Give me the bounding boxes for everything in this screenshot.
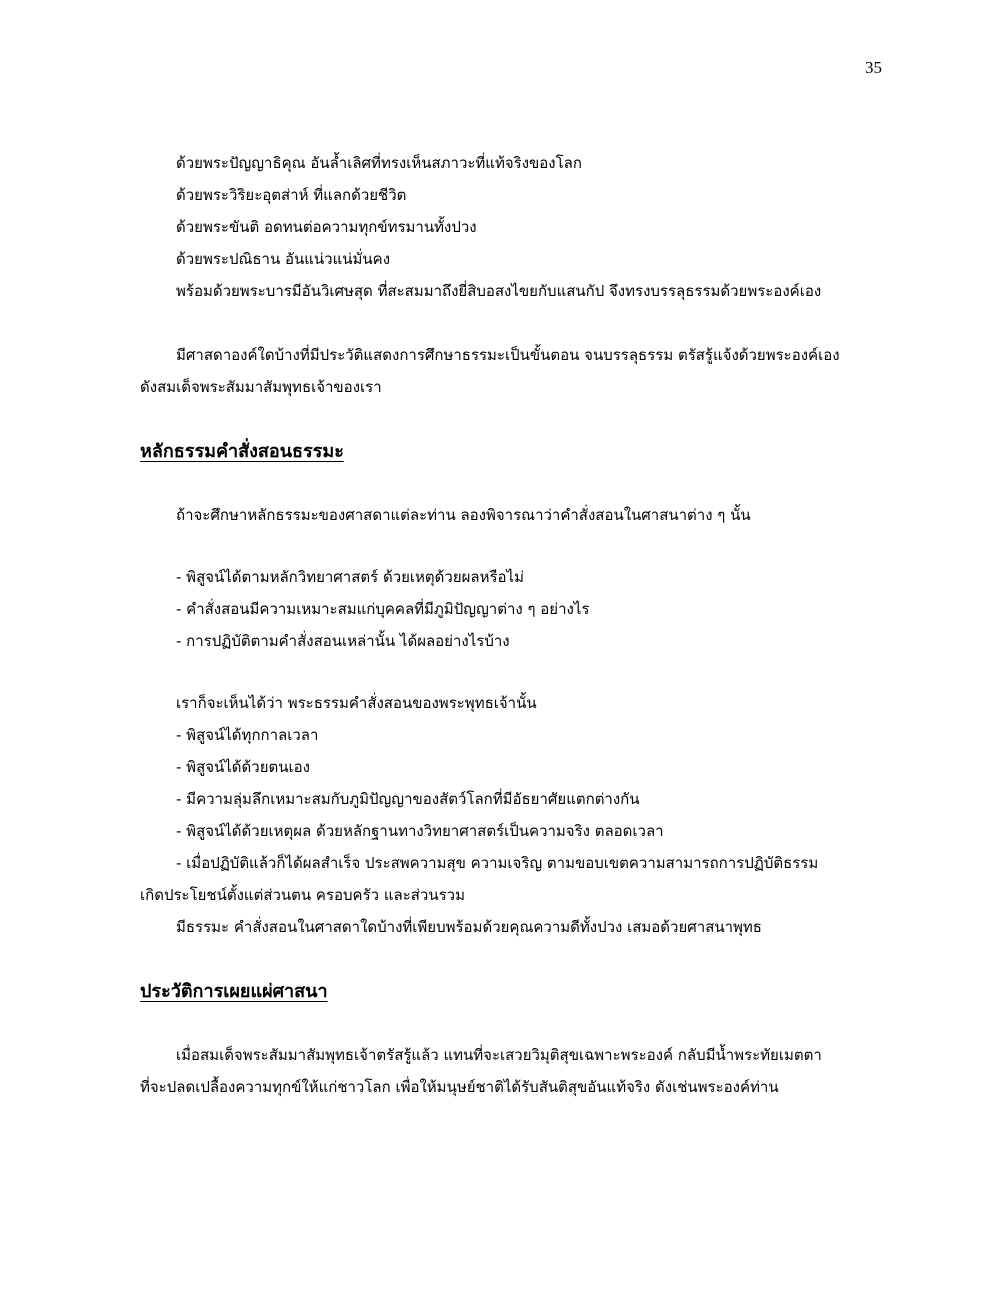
point-continuation: เกิดประโยชน์ตั้งแต่ส่วนตน ครอบครัว และส่วนรวม [140,886,465,904]
question-item: - คำสั่งสอนมีความเหมาะสมแก่บุคคลที่มีภูมิปัญญาต่าง ๆ อย่างไร [176,600,590,618]
conclusion-lead: เราก็จะเห็นได้ว่า พระธรรมคำสั่งสอนของพระพุทธเจ้านั้น [176,694,537,712]
intro-line-2: ด้วยพระวิริยะอุตส่าห์ ที่แลกด้วยชีวิต [176,186,407,204]
intro-line-4: ด้วยพระปณิธาน อันแน่วแน่มั่นคง [176,250,391,268]
paragraph-1-line-1: มีศาสดาองค์ใดบ้างที่มีประวัติแสดงการศึกษาธรรมะเป็นขั้นตอน จนบรรลุธรรม ตรัสรู้แจ้งด้วยพระองค์เอง [176,346,840,364]
question-item: - พิสูจน์ได้ตามหลักวิทยาศาสตร์ ด้วยเหตุด้วยผลหรือไม่ [176,568,524,586]
intro-line-1: ด้วยพระปัญญาธิคุณ อันล้ำเลิศที่ทรงเห็นสภาวะที่แท้จริงของโลก [176,154,582,172]
intro-line-3: ด้วยพระขันติ อดทนต่อความทุกข์ทรมานทั้งปวง [176,218,477,236]
section-1-lead: ถ้าจะศึกษาหลักธรรมะของศาสดาแต่ละท่าน ลองพิจารณาว่าคำสั่งสอนในศาสนาต่าง ๆ นั้น [176,506,751,524]
question-item: - การปฏิบัติตามคำสั่งสอนเหล่านั้น ได้ผลอย่างไรบ้าง [176,632,510,650]
point-item: - พิสูจน์ได้ทุกกาลเวลา [176,726,319,744]
section-heading-propagation-history: ประวัติการเผยแผ่ศาสนา [140,981,328,1002]
section-heading-teachings: หลักธรรมคำสั่งสอนธรรมะ [140,441,344,462]
page-number: 35 [865,58,882,77]
point-item: - พิสูจน์ได้ด้วยตนเอง [176,758,310,776]
paragraph-2-line-2: ที่จะปลดเปลื้องความทุกข์ให้แก่ชาวโลก เพื่อให้มนุษย์ชาติได้รับสันติสุขอันแท้จริง ดังเช่นพระองค์ท่าน [140,1078,779,1096]
point-item: - เมื่อปฏิบัติแล้วก็ได้ผลสำเร็จ ประสพความสุข ความเจริญ ตามขอบเขตความสามารถการปฏิบัติธรรม [176,854,819,872]
point-item: - มีความลุ่มลึกเหมาะสมกับภูมิปัญญาของสัตว์โลกที่มีอัธยาศัยแตกต่างกัน [176,790,640,808]
section-1-closing: มีธรรมะ คำสั่งสอนในศาสดาใดบ้างที่เพียบพร้อมด้วยคุณความดีทั้งปวง เสมอด้วยศาสนาพุทธ [176,918,762,936]
paragraph-2-line-1: เมื่อสมเด็จพระสัมมาสัมพุทธเจ้าตรัสรู้แล้ว แทนที่จะเสวยวิมุติสุขเฉพาะพระองค์ กลับมีน้ำพระทัยเมตตา [176,1046,822,1064]
intro-line-5: พร้อมด้วยพระบารมีอันวิเศษสุด ที่สะสมมาถึงยี่สิบอสงไขยกับแสนกัป จึงทรงบรรลุธรรมด้วยพระองค์เอง [176,282,822,300]
paragraph-1-line-2: ดังสมเด็จพระสัมมาสัมพุทธเจ้าของเรา [140,378,382,396]
point-item: - พิสูจน์ได้ด้วยเหตุผล ด้วยหลักฐานทางวิทยาศาสตร์เป็นความจริง ตลอดเวลา [176,822,664,840]
